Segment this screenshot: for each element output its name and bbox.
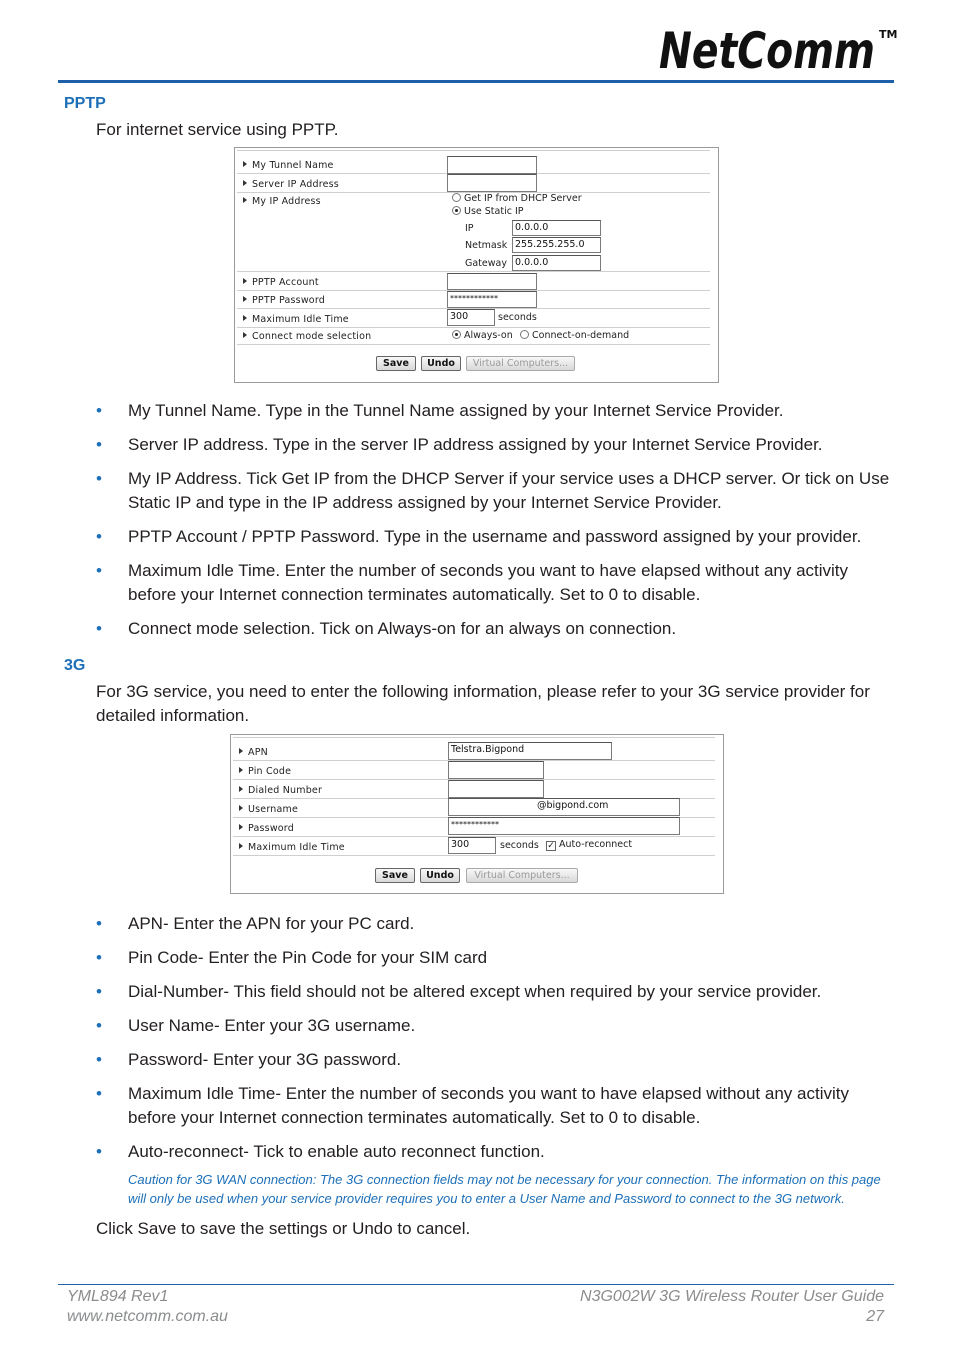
footer-guide-title: N3G002W 3G Wireless Router User Guide — [580, 1288, 884, 1305]
list-item: • Server IP address. Type in the server IP address assigned by your Internet Service Provider. — [96, 435, 823, 454]
footer-doc-code: YML894 Rev1 — [67, 1288, 169, 1305]
list-item: • Pin Code- Enter the Pin Code for your SIM card — [96, 948, 488, 967]
pptp-password-label: PPTP Password — [252, 295, 325, 306]
list-item: • Connect mode selection. Tick on Always-on for an always on connection. — [96, 619, 677, 638]
footer-rule — [58, 1284, 894, 1285]
auto-reconnect-checkbox[interactable]: ✓ — [547, 841, 555, 851]
always-on-option[interactable]: Always-on — [452, 330, 513, 341]
tunnel-name-label: My Tunnel Name — [252, 160, 334, 171]
3g-idle-time-unit: seconds — [500, 840, 539, 851]
list-item: • PPTP Account / PPTP Password. Type in the username and password assigned by your provider. — [96, 527, 862, 546]
ip-input[interactable]: 0.0.0.0 — [512, 220, 601, 236]
svg-text:NetComm: NetComm — [659, 22, 875, 74]
list-item: • Maximum Idle Time. Enter the number of seconds you want to have elapsed without any activity before your Internet connection terminates automatically. Set to 0 to disable. — [96, 561, 849, 604]
svg-text:TM: TM — [879, 28, 897, 41]
apn-input[interactable]: Telstra.Bigpond — [448, 742, 612, 760]
header-rule — [58, 80, 894, 83]
pptp-heading: PPTP — [64, 95, 106, 112]
netcomm-logo — [655, 18, 897, 74]
3g-bullet-list — [96, 912, 892, 1164]
pin-code-input[interactable] — [448, 761, 544, 779]
dialed-number-label: Dialed Number — [248, 785, 323, 796]
connect-on-demand-option[interactable]: Connect-on-demand — [520, 330, 629, 341]
username-input[interactable]: @bigpond.com — [448, 798, 680, 816]
always-on-radio[interactable] — [452, 330, 461, 339]
pptp-account-input[interactable] — [447, 273, 537, 290]
list-item: • User Name- Enter your 3G username. — [96, 1016, 416, 1035]
3g-idle-time-input[interactable]: 300 — [448, 837, 496, 854]
apn-label: APN — [248, 747, 268, 758]
pptp-intro: For internet service using PPTP. — [96, 120, 339, 139]
netmask-label: Netmask — [465, 240, 508, 251]
auto-reconnect-option[interactable]: ✓ Auto-reconnect — [547, 839, 633, 851]
pptp-settings-panel — [234, 147, 719, 383]
idle-time-input[interactable]: 300 — [447, 309, 495, 326]
server-ip-input[interactable] — [447, 174, 537, 192]
pptp-undo-button[interactable]: Undo — [421, 356, 461, 371]
list-item: • Auto-reconnect- Tick to enable auto reconnect function. — [96, 1142, 545, 1161]
closing-instruction: Click Save to save the settings or Undo to cancel. — [96, 1219, 471, 1238]
pin-code-label: Pin Code — [248, 766, 292, 777]
gateway-input[interactable]: 0.0.0.0 — [512, 255, 601, 271]
footer-website: www.netcomm.com.au — [67, 1308, 228, 1325]
static-ip-radio[interactable] — [452, 206, 461, 215]
my-ip-label: My IP Address — [252, 196, 321, 207]
idle-time-unit: seconds — [498, 312, 537, 323]
connect-mode-label: Connect mode selection — [252, 331, 372, 342]
3g-virtual-computers-button[interactable]: Virtual Computers... — [466, 868, 578, 883]
list-item: • My IP Address. Tick Get IP from the DHCP Server if your service uses a DHCP server. Or tick on Use Static IP and type in the IP address assigned by your Internet Service Provider. — [96, 469, 890, 512]
server-ip-label: Server IP Address — [252, 179, 339, 190]
list-item: • Password- Enter your 3G password. — [96, 1050, 402, 1069]
pptp-save-button[interactable]: Save — [376, 356, 416, 371]
pptp-bullet-list — [96, 399, 892, 641]
3g-save-button[interactable]: Save — [375, 868, 415, 883]
gateway-label: Gateway — [465, 258, 507, 269]
dhcp-option[interactable]: Get IP from DHCP Server — [452, 193, 582, 204]
pptp-virtual-computers-button[interactable]: Virtual Computers... — [466, 356, 575, 371]
3g-undo-button[interactable]: Undo — [420, 868, 460, 883]
dialed-number-input[interactable] — [448, 780, 544, 798]
ip-label: IP — [465, 223, 474, 234]
tunnel-name-input[interactable] — [447, 156, 537, 174]
password-input[interactable]: ************ — [448, 817, 680, 835]
3g-settings-panel — [230, 734, 724, 894]
3g-heading: 3G — [64, 657, 86, 674]
3g-idle-time-label: Maximum Idle Time — [248, 842, 345, 853]
netmask-input[interactable]: 255.255.255.0 — [512, 237, 601, 253]
pptp-account-label: PPTP Account — [252, 277, 319, 288]
username-label: Username — [248, 804, 299, 815]
caution-note: Caution for 3G WAN connection: The 3G connection fields may not be necessary for your connection. The information on this page will only be used when your service provider requires you to enter a User Name and Password to connect to the 3G network. — [128, 1172, 881, 1206]
list-item: • Dial-Number- This field should not be altered except when required by your service provider. — [96, 982, 822, 1001]
static-ip-option[interactable]: Use Static IP — [452, 206, 523, 217]
dhcp-radio[interactable] — [452, 193, 461, 202]
pptp-password-input[interactable]: ************ — [447, 291, 537, 308]
footer-page-number: 27 — [866, 1308, 884, 1325]
3g-intro: For 3G service, you need to enter the following information, please refer to your 3G service provider for detailed information. — [96, 682, 870, 725]
idle-time-label: Maximum Idle Time — [252, 314, 349, 325]
password-label: Password — [248, 823, 294, 834]
list-item: • My Tunnel Name. Type in the Tunnel Name assigned by your Internet Service Provider. — [96, 401, 784, 420]
list-item: • Maximum Idle Time- Enter the number of seconds you want to have elapsed without any activity before your Internet connection terminates automatically. Set to 0 to disable. — [96, 1084, 849, 1127]
list-item: • APN- Enter the APN for your PC card. — [96, 914, 415, 933]
connect-on-demand-radio[interactable] — [520, 330, 529, 339]
